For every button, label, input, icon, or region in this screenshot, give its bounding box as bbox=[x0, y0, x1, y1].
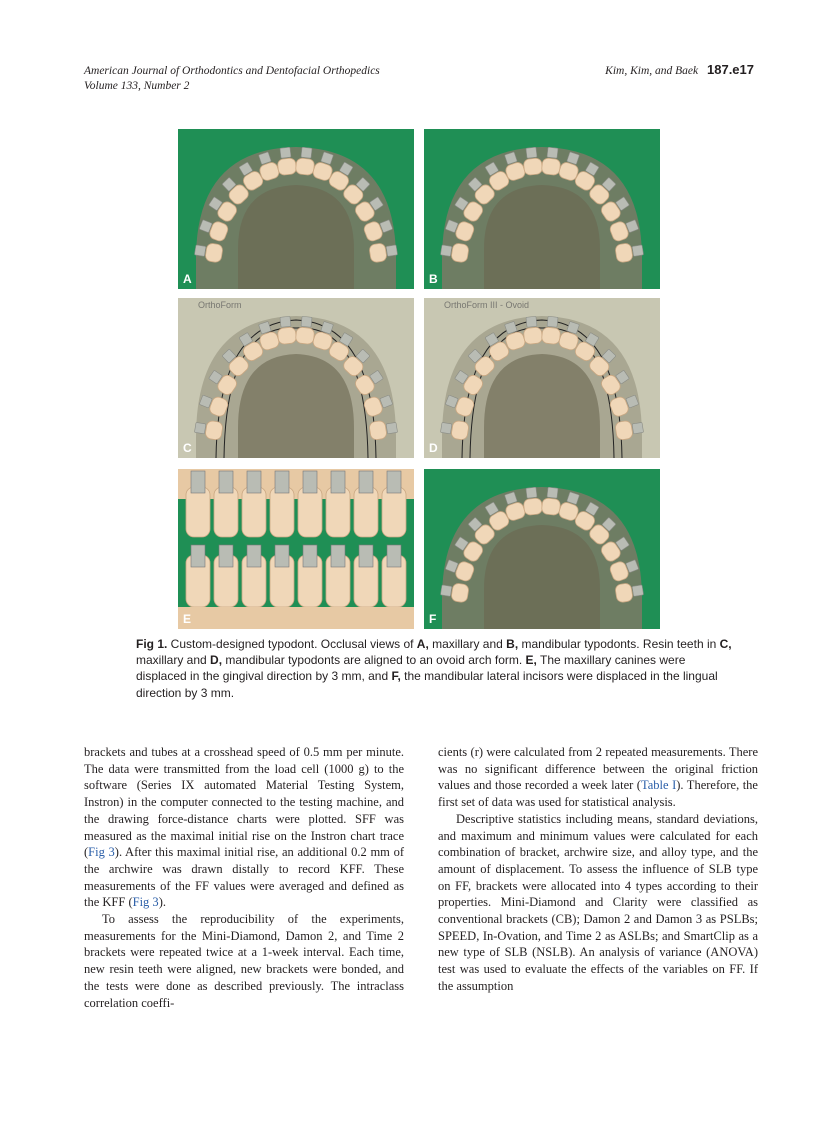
figure-panel-e bbox=[178, 469, 414, 629]
panel-label: A bbox=[183, 272, 192, 286]
paragraph: Descriptive statistics including means, standard deviations, and maximum and minimum values were calculated for each combination of bracket, archwire size, and alloy type, and the amount of displacement. To assess the influence of SLB type on FF, brackets were allocated into 4 types according to their properties. Mini-Diamond and Clarity were classified as conventional brackets (CB); Damon 2 and Damon 3 as PSLBs; SPEED, In-Ovation, and Time 2 as ASLBs; and SmartClip as a new type of SLB (NSLB). An analysis of variance (ANOVA) test was used to evaluate the effects of the variables on FF. If the assumption bbox=[438, 811, 758, 993]
journal-volume: Volume 133, Number 2 bbox=[84, 80, 190, 92]
figure-link[interactable]: Fig 3 bbox=[132, 895, 159, 910]
table-link[interactable]: Table I bbox=[640, 778, 677, 793]
caption-run: mandibular typodonts. Resin teeth in bbox=[518, 637, 720, 651]
figure-panel-f bbox=[424, 469, 660, 629]
paragraph bbox=[84, 744, 404, 911]
left-column bbox=[84, 744, 404, 1011]
caption-run: A, bbox=[416, 637, 429, 651]
caption-run: The maxillary canines were displaced in the gingival direction by 3 mm, and bbox=[136, 653, 686, 684]
figure-label: Fig 1. bbox=[136, 637, 168, 651]
chart-label-text: OrthoForm III - Ovoid bbox=[444, 300, 530, 310]
figure-panel-b bbox=[424, 129, 660, 289]
authors: Kim, Kim, and Baek bbox=[605, 65, 699, 77]
figure-panel-d bbox=[424, 298, 660, 458]
panel-label: B bbox=[429, 272, 438, 286]
typodont-image bbox=[424, 469, 660, 629]
right-column bbox=[438, 744, 758, 995]
page-number: 187.e17 bbox=[707, 62, 754, 77]
paragraph bbox=[438, 744, 758, 811]
caption-run: Custom-designed typodont. Occlusal views of bbox=[167, 637, 417, 651]
typodont-image bbox=[424, 129, 660, 289]
text-run: ). After this maximal initial rise, an additional 0.2 mm of the archwire was drawn distally to record KFF. These measurements of the FF values were averaged and defined as the KFF ( bbox=[84, 845, 404, 910]
figure-caption bbox=[136, 636, 736, 701]
text-run: ). bbox=[158, 895, 166, 910]
caption-run: D, bbox=[210, 653, 223, 668]
caption-run: E, bbox=[525, 653, 537, 668]
text-run: ). Therefore, the first set of data was used for statistical analysis. bbox=[438, 778, 758, 810]
caption-run: C, bbox=[719, 637, 732, 651]
caption-run: maxillary and bbox=[428, 637, 507, 651]
chart-label-text: OrthoForm bbox=[198, 300, 242, 310]
panel-label: C bbox=[183, 441, 192, 455]
figure-panel-a bbox=[178, 129, 414, 289]
journal-title: American Journal of Orthodontics and Dentofacial Orthopedics bbox=[84, 65, 380, 77]
panel-label: D bbox=[429, 441, 438, 455]
figure-panel-c bbox=[178, 298, 414, 458]
panel-label: E bbox=[183, 612, 192, 626]
typodont-image bbox=[424, 298, 660, 458]
caption-run: mandibular typodonts are aligned to an ovoid arch form. bbox=[222, 653, 526, 668]
text-run: brackets and tubes at a crosshead speed of 0.5 mm per minute. The data were transmitted from the load cell (1000 g) to the software (Series IX automated Material Testing System, Instron) in the computer connected to the testing machine, and the drawing force-distance charts were plotted. SFF was measured as the maximal initial rise on the Instron chart trace ( bbox=[84, 745, 404, 860]
paragraph: To assess the reproducibility of the experiments, measurements for the Mini-Diamond, Damon 2, and Time 2 brackets were repeated twice at a 1-week interval. Each time, new resin teeth were aligned, new brackets were bonded, and the tests were done as described previously. The intraclass correlation coeffi- bbox=[84, 912, 404, 1010]
typodont-image bbox=[178, 298, 414, 458]
frontal-teeth-image bbox=[178, 469, 414, 629]
caption-run: B, bbox=[506, 637, 519, 651]
typodont-image bbox=[178, 129, 414, 289]
running-header-journal bbox=[84, 64, 380, 94]
text-run: cients (r) were calculated from 2 repeated measurements. There was no significant difference between the original friction values and those recorded a week later ( bbox=[438, 745, 758, 793]
figure-link[interactable]: Fig 3 bbox=[88, 845, 115, 860]
caption-text bbox=[136, 637, 732, 700]
caption-run: the mandibular lateral incisors were displaced in the lingual direction by 3 mm. bbox=[136, 669, 718, 700]
running-header-right bbox=[605, 62, 754, 77]
caption-run: maxillary and bbox=[136, 653, 211, 668]
caption-run: F, bbox=[391, 669, 401, 684]
panel-label: F bbox=[429, 612, 437, 626]
